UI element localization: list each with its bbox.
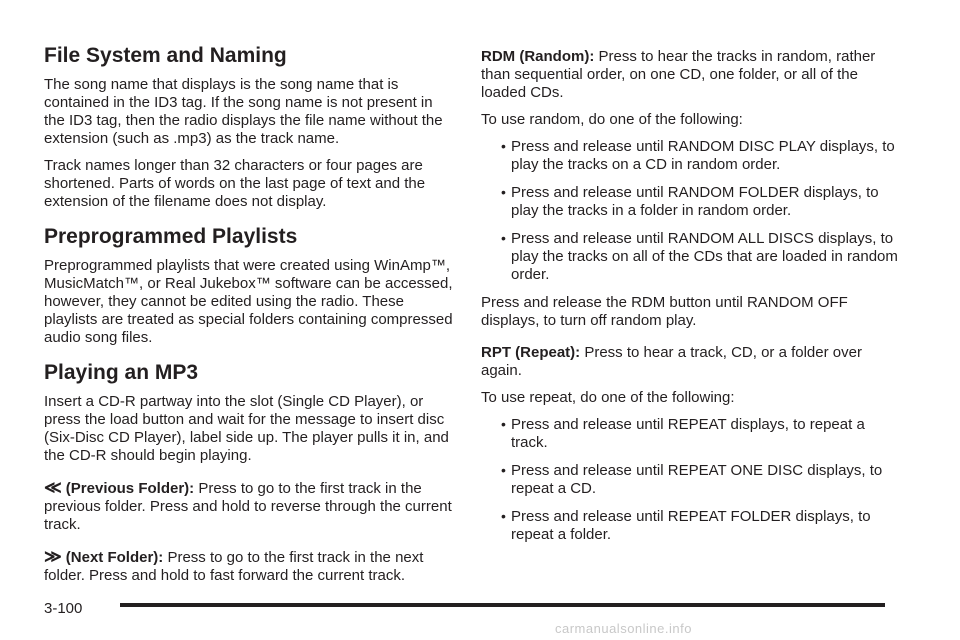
list-item	[481, 230, 901, 284]
left-column	[44, 44, 454, 594]
previous-folder-text: Press to go to the first track in the previous folder. Press and hold to reverse through the current track.	[44, 480, 452, 533]
list-item	[481, 138, 901, 174]
random-off-text: Press and release the RDM button until RANDOM OFF displays, to turn off random play.	[481, 294, 848, 329]
previous-folder-icon: ≪	[44, 478, 62, 497]
random-entry	[481, 48, 901, 102]
list-item	[481, 462, 901, 498]
next-folder-term: (Next Folder):	[65, 549, 164, 566]
previous-folder-entry	[44, 479, 454, 534]
bullet-icon: •	[501, 416, 506, 432]
list-item	[481, 416, 901, 452]
page-number: 3-100	[44, 600, 83, 617]
paragraph-song-name: The song name that displays is the song name that is contained in the ID3 tag. If the song name is not present in the ID3 tag, then the radio displays the file name without the extension (such as .mp3) as the track name.	[44, 76, 443, 147]
random-term: RDM (Random):	[481, 48, 595, 65]
list-item	[481, 508, 901, 544]
random-intro: To use random, do one of the following:	[481, 111, 743, 128]
bullet-icon: •	[501, 508, 506, 524]
list-item-text: Press and release until REPEAT FOLDER displays, to repeat a folder.	[511, 508, 871, 543]
next-folder-text: Press to go to the first track in the next folder. Press and hold to fast forward the current track.	[44, 549, 424, 584]
next-folder-entry	[44, 548, 454, 585]
repeat-entry	[481, 344, 901, 380]
random-list	[481, 138, 901, 284]
random-text: Press to hear the tracks in random, rather than sequential order, on one CD, one folder, or all of the loaded CDs.	[481, 48, 876, 101]
repeat-list	[481, 416, 901, 544]
paragraph-track-names: Track names longer than 32 characters or four pages are shortened. Parts of words on the last page of text and the extension of the filename does not display.	[44, 157, 426, 210]
list-item	[481, 184, 901, 220]
next-folder-icon: ≫	[44, 547, 62, 566]
list-item-text: Press and release until REPEAT ONE DISC displays, to repeat a CD.	[511, 462, 883, 497]
repeat-term: RPT (Repeat):	[481, 344, 581, 361]
right-column	[481, 48, 901, 554]
repeat-intro: To use repeat, do one of the following:	[481, 389, 735, 406]
repeat-text: Press to hear a track, CD, or a folder over again.	[481, 344, 862, 379]
footer-divider	[120, 603, 885, 607]
bullet-icon: •	[501, 462, 506, 478]
heading-playlists: Preprogrammed Playlists	[44, 225, 298, 248]
list-item-text: Press and release until RANDOM ALL DISCS displays, to play the tracks on all of the CDs that are loaded in random order.	[511, 230, 898, 283]
watermark: carmanualsonline.info	[555, 621, 692, 636]
previous-folder-term: (Previous Folder):	[65, 480, 195, 497]
list-item-text: Press and release until RANDOM FOLDER displays, to play the tracks in a folder in random order.	[511, 184, 879, 219]
bullet-icon: •	[501, 230, 506, 246]
bullet-icon: •	[501, 138, 506, 154]
bullet-icon: •	[501, 184, 506, 200]
heading-file-system: File System and Naming	[44, 44, 287, 67]
paragraph-playlists: Preprogrammed playlists that were created using WinAmp™, MusicMatch™, or Real Jukebox™ software can be accessed, however, they cannot be edited using the radio. These playlists are treated as special folders containing compressed audio song files.	[44, 257, 453, 346]
list-item-text: Press and release until REPEAT displays, to repeat a track.	[511, 416, 865, 451]
paragraph-insert-cd: Insert a CD-R partway into the slot (Single CD Player), or press the load button and wait for the message to insert disc (Six-Disc CD Player), label side up. The player pulls it in, and the CD-R should begin playing.	[44, 393, 449, 464]
heading-playing-mp3: Playing an MP3	[44, 361, 199, 384]
list-item-text: Press and release until RANDOM DISC PLAY displays, to play the tracks on a CD in random order.	[511, 138, 895, 173]
